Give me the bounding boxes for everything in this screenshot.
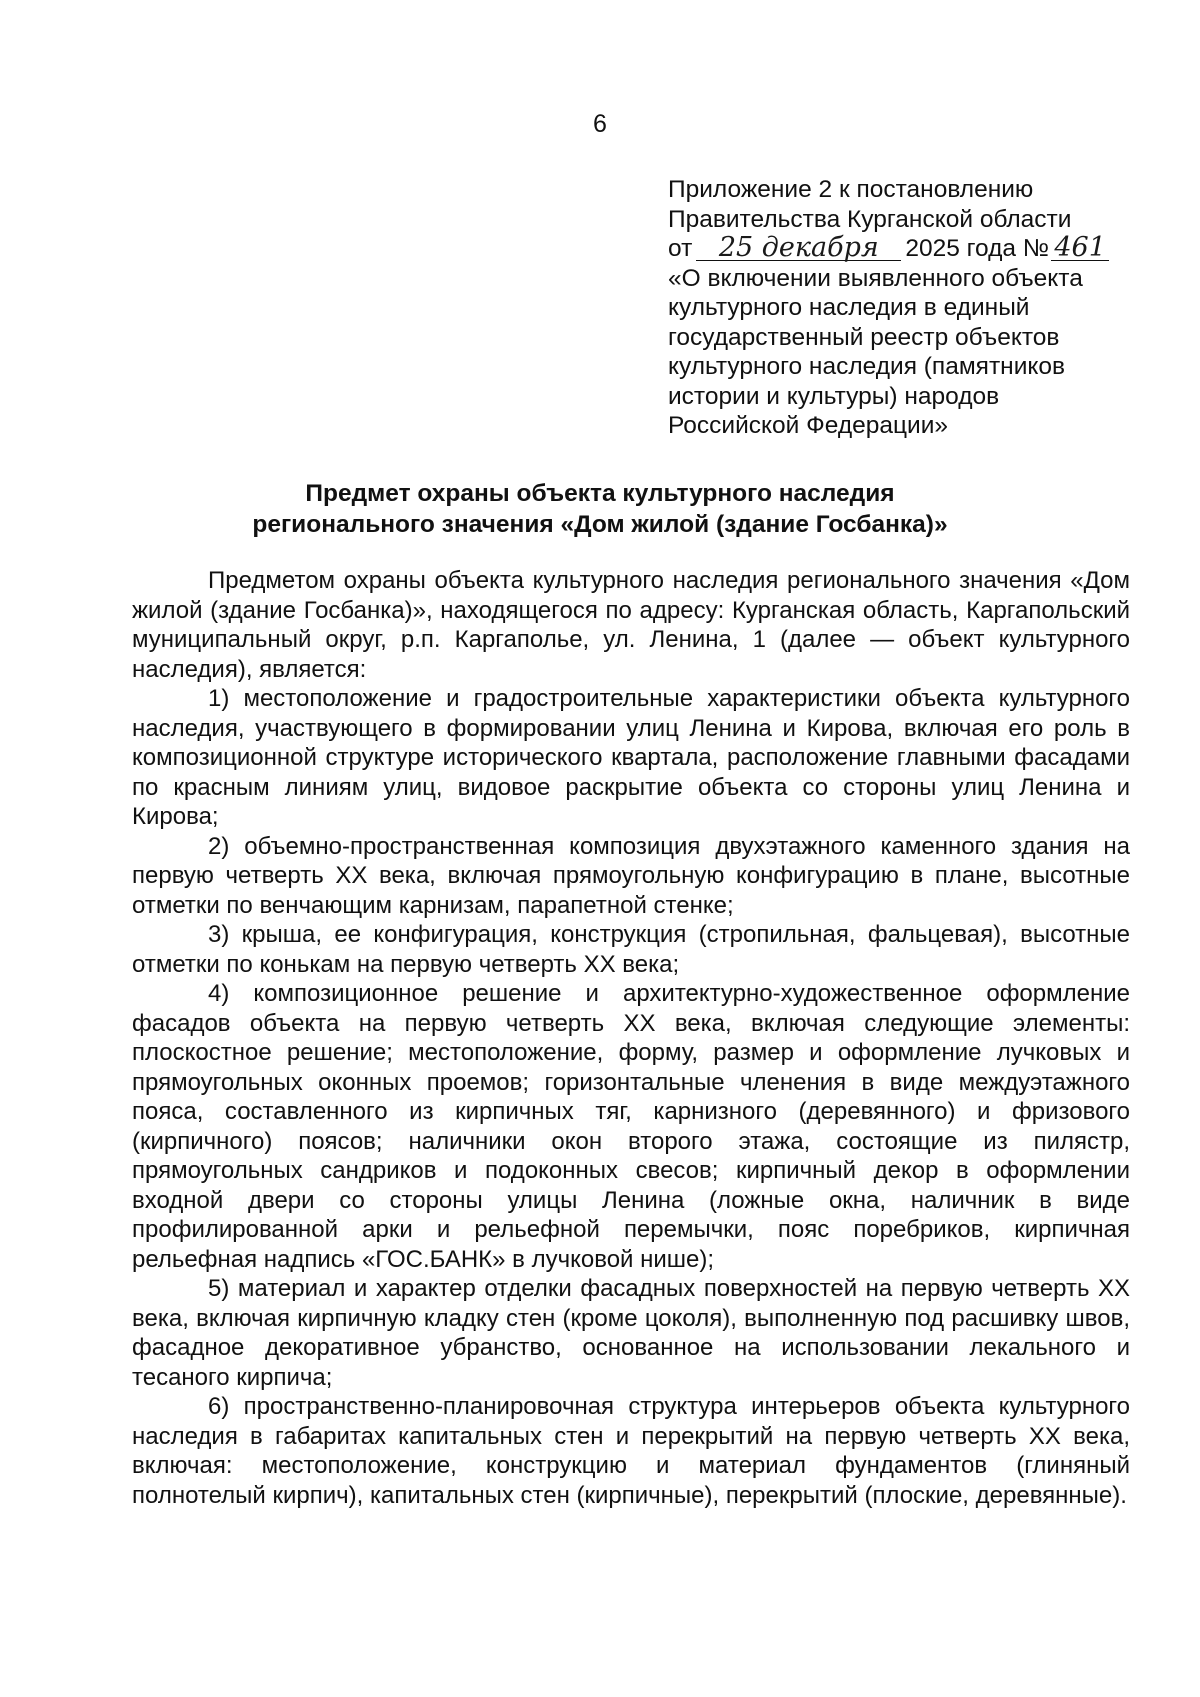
appendix-line-1: Приложение 2 к постановлению [668,176,1034,203]
appendix-title-line: истории и культуры) народов [668,382,1000,410]
page-number: 6 [593,110,607,138]
date-prefix: от [668,235,693,262]
list-item-3: 3) крыша, ее конфигурация, конструкция (стропильная, фальцевая), высотные отметки по конькам на первую четверть XX века; [132,921,1130,978]
list-item-2: 2) объемно-пространственная композиция двухэтажного каменного здания на первую четверть XX века, включая прямоугольную конфигурацию в плане, высотные отметки по венчающим карнизам, парапетной стенке; [132,832,1130,919]
appendix-title-line: культурного наследия (памятников [668,353,1066,380]
date-year: 2025 года № [905,235,1050,262]
list-item-6: 6) пространственно-планировочная структура интерьеров объекта культурного наследия в габаритах капитальных стен и перекрытий на первую четверть XX века, включая: местоположение, конструкцию и материал фундаментов (глиняный полнотелый кирпич), капитальных стен (кирпичные), перекрытий (плоские, деревянные). [132,1393,1130,1509]
list-item-1: 1) местоположение и градостроительные характеристики объекта культурного наследия, участвующего в формировании улиц Ленина и Кирова, включая его роль в композиционной структуре исторического квартала, расположение главными фасадами по красным линиям улиц, видовое раскрытие объекта со стороны улиц Ленина и Кирова; [132,685,1130,830]
intro-paragraph: Предметом охраны объекта культурного наследия регионального значения «Дом жилой (здание Госбанка)», находящегося по адресу: Курганская область, Каргапольский муниципальный округ, р.п. Каргаполье, ул. Ленина, 1 (далее — объект культурного наследия), является: [132,567,1130,683]
list-item-5: 5) материал и характер отделки фасадных поверхностей на первую четверть XX века, включая кирпичную кладку стен (кроме цоколя), выполненную под расшивку швов, фасадное декоративное убранство, основанное на использовании лекального и тесаного кирпича; [132,1275,1130,1391]
appendix-line-2: Правительства Курганской области [668,205,1072,233]
appendix-title-line: культурного наследия в единый [668,294,1030,321]
appendix-title-line: государственный реестр объектов [668,323,1060,351]
appendix-title-line: «О включении выявленного объекта [668,264,1083,292]
appendix-date-line [668,234,1128,264]
document-heading [0,478,1200,540]
handwritten-number: 461 [1051,236,1109,261]
appendix-block [668,175,1128,441]
heading-line-1: Предмет охраны объекта культурного наследия [305,480,895,507]
heading-line-2: регионального значения «Дом жилой (здание Госбанка)» [252,511,948,538]
list-item-4: 4) композиционное решение и архитектурно-художественное оформление фасадов объекта на первую четверть XX века, включая следующие элементы: плоскостное решение; местоположение, форму, размер и оформление лучковых и прямоугольных оконных проемов; горизонтальные членения в виде междуэтажного пояса, составленного из кирпичных тяг, карнизного (деревянного) и фризового (кирпичного) поясов; наличники окон второго этажа, состоящие из пилястр, прямоугольных сандриков и подоконных свесов; кирпичный декор в оформлении входной двери со стороны улицы Ленина (ложные окна, наличник в виде профилированной арки и рельефной перемычки, пояс поребриков, кирпичная рельефная надпись «ГОС.БАНК» в лучковой нише); [132,980,1130,1273]
document-body [132,566,1130,1510]
handwritten-date: 25 декабря [696,236,901,261]
appendix-title-line: Российской Федерации» [668,412,949,439]
